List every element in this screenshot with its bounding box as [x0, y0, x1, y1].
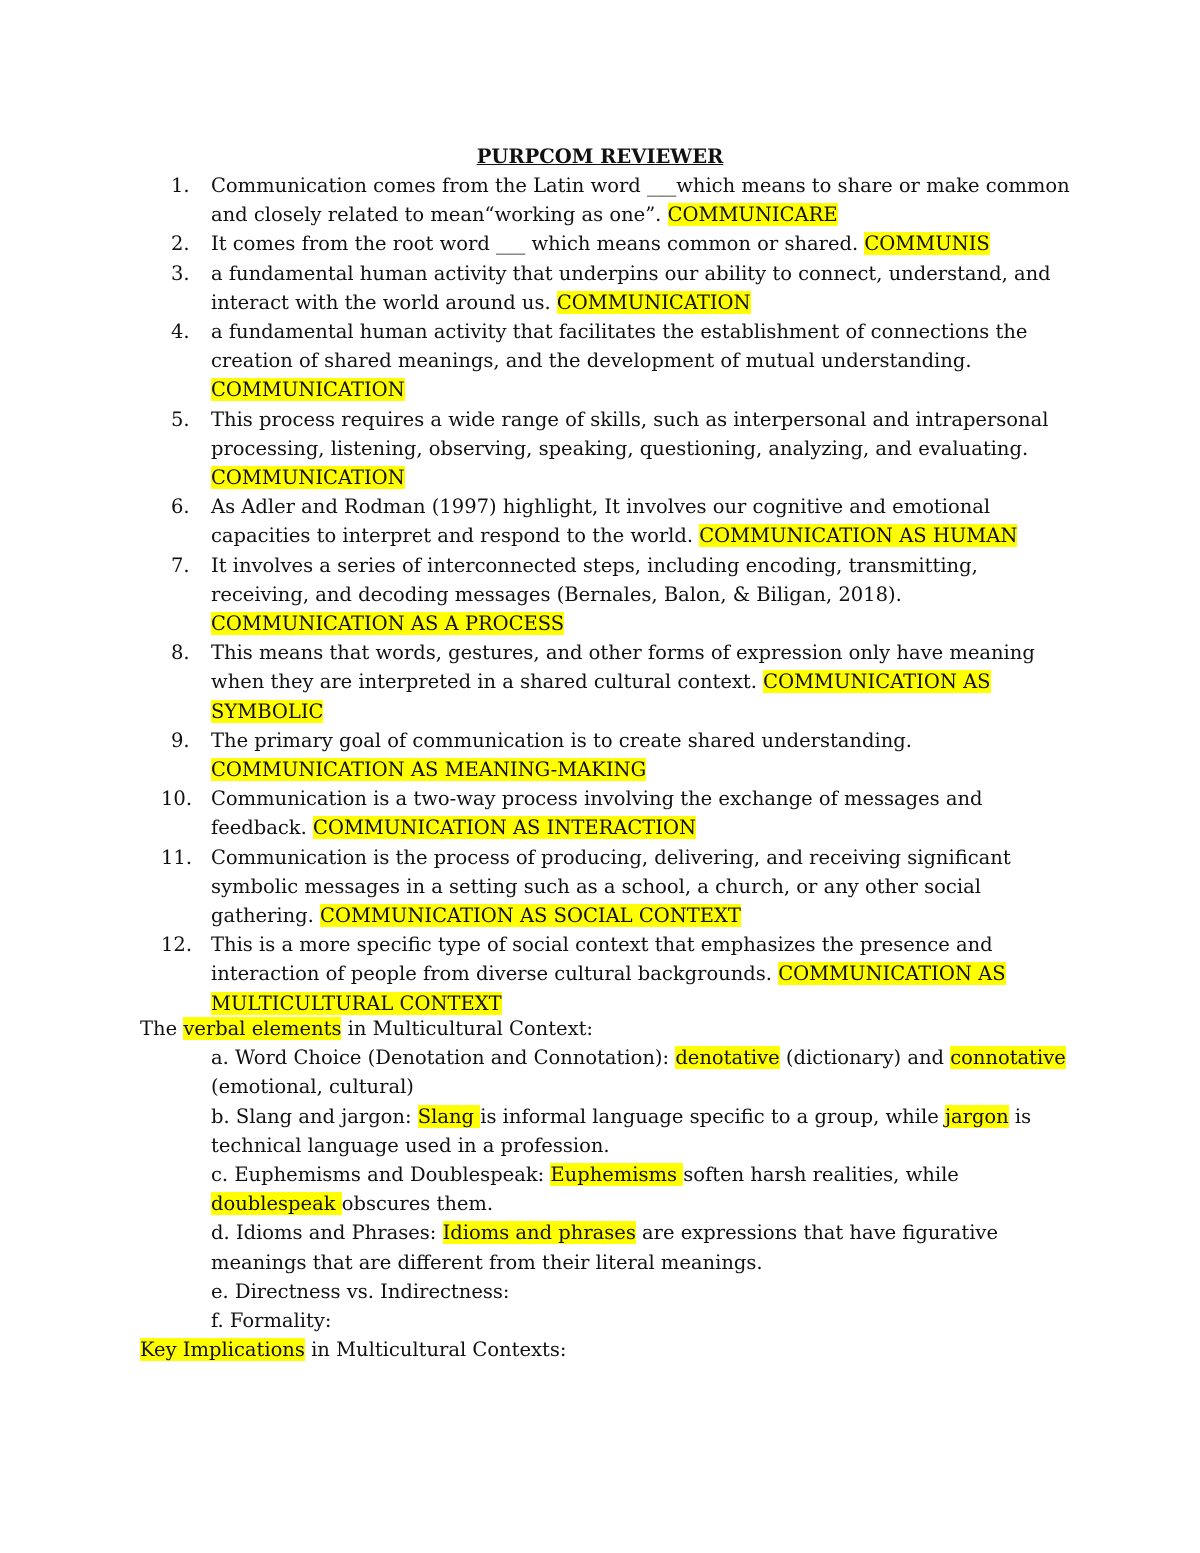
heading-text: in Multicultural Contexts:: [304, 1338, 567, 1362]
item-text: [211, 171, 1071, 229]
item-number: 5.: [171, 407, 190, 431]
question-text: Communication comes from the Latin word ___which means to share or make common and closely related to mean“working as one”.: [211, 174, 1070, 227]
list-item: [0, 726, 1200, 784]
item-text: [211, 551, 1071, 639]
item-text: [211, 259, 1071, 317]
question-text: This means that words, gestures, and other forms of expression only have meaning when they are interpreted in a shared cultural context.: [211, 641, 1035, 694]
item-number: 8.: [171, 641, 190, 665]
verbal-elements-heading: [140, 1014, 1200, 1043]
subitem-text: is technical language used in a profession.: [211, 1104, 1032, 1157]
item-text: [211, 492, 1071, 550]
answer-highlight: COMMUNICATION AS MULTICULTURAL CONTEXT: [211, 962, 1006, 1015]
answer-highlight: COMMUNICATION AS MEANING-MAKING: [211, 758, 647, 782]
item-number: 3.: [171, 261, 190, 285]
term-highlight: Euphemisms: [550, 1163, 684, 1187]
item-text: [211, 930, 1071, 1018]
subitem-text: are expressions that have figurative meanings that are different from their literal meanings.: [211, 1221, 998, 1274]
item-number: 1.: [171, 174, 190, 197]
subitem-text: (dictionary) and: [779, 1046, 951, 1070]
list-item: [0, 638, 1200, 726]
question-text: The primary goal of communication is to create shared understanding.: [211, 728, 912, 752]
term-highlight: connotative: [950, 1046, 1066, 1070]
subitem-formality: f. Formality:: [211, 1309, 332, 1333]
item-text: [211, 784, 1071, 842]
subitem-idioms: [211, 1218, 1071, 1276]
list-item: [0, 259, 1200, 317]
answer-highlight: COMMUNICATION AS INTERACTION: [313, 816, 697, 840]
subitem-text: (emotional, cultural): [211, 1075, 414, 1099]
item-number: 11.: [161, 845, 193, 869]
list-item: [0, 551, 1200, 639]
question-text: This is a more specific type of social context that emphasizes the presence and interaction of people from diverse cultural backgrounds.: [211, 933, 993, 986]
list-item: [0, 405, 1200, 493]
question-text: It comes from the root word ___ which means common or shared.: [211, 232, 865, 256]
question-list: [0, 171, 1200, 1018]
item-number: 12.: [161, 933, 193, 957]
question-text: This process requires a wide range of skills, such as interpersonal and intrapersonal processing, listening, observing, speaking, questioning, analyzing, and evaluating.: [211, 407, 1049, 460]
subitem-text: a. Word Choice (Denotation and Connotation):: [211, 1046, 676, 1070]
subitem-euphemisms: [211, 1160, 1071, 1218]
subitem-text: soften harsh realities, while: [683, 1163, 959, 1187]
answer-highlight: COMMUNICATION AS SOCIAL CONTEXT: [320, 904, 741, 928]
key-implications-heading: [140, 1335, 1200, 1364]
question-text: Communication is the process of producing, delivering, and receiving significant symbolic messages in a setting such as a school, a church, or any other social gathering.: [211, 845, 1011, 928]
term-highlight: denotative: [675, 1046, 780, 1070]
subitem-text: is informal language specific to a group, while: [480, 1104, 945, 1128]
item-text: [211, 317, 1071, 405]
list-item: [0, 784, 1200, 842]
term-highlight: Idioms and phrases: [442, 1221, 636, 1245]
subitem-word-choice: [211, 1043, 1071, 1101]
question-text: Communication is a two-way process involving the exchange of messages and feedback.: [211, 787, 983, 840]
term-highlight: doublespeak: [211, 1192, 342, 1216]
item-text: [211, 405, 1071, 493]
list-item: [0, 171, 1200, 229]
answer-highlight: COMMUNIS: [864, 232, 990, 256]
item-number: 9.: [171, 728, 190, 752]
question-text: a fundamental human activity that facilitates the establishment of connections the creation of shared meanings, and the development of mutual understanding.: [211, 320, 1028, 373]
subitem-slang-jargon: [211, 1102, 1071, 1160]
answer-highlight: COMMUNICATION AS A PROCESS: [211, 612, 565, 636]
term-highlight: Slang: [417, 1104, 481, 1128]
subitem-text: b. Slang and jargon:: [211, 1104, 418, 1128]
item-text: [211, 638, 1071, 726]
item-number: 6.: [171, 495, 190, 519]
list-item: [0, 843, 1200, 931]
answer-highlight: COMMUNICATION: [556, 290, 751, 314]
subitem-text: d. Idioms and Phrases:: [211, 1221, 443, 1245]
multicultural-section: [0, 1014, 1200, 1364]
item-number: 10.: [161, 787, 193, 811]
item-number: 2.: [171, 232, 190, 256]
item-number: 7.: [171, 553, 190, 577]
question-text: a fundamental human activity that underpins our ability to connect, understand, and interact with the world around us.: [211, 261, 1051, 314]
page-title: PURPCOM REVIEWER: [476, 145, 724, 168]
list-item: [0, 492, 1200, 550]
item-text: [211, 726, 1071, 784]
heading-highlight: Key Implications: [140, 1338, 305, 1362]
item-number: 4.: [171, 320, 190, 344]
list-item: [0, 229, 1200, 258]
question-text: It involves a series of interconnected steps, including encoding, transmitting, receiving, and decoding messages (Bernales, Balon, & Biligan, 2018).: [211, 553, 978, 606]
item-text: [211, 843, 1071, 931]
item-text: [211, 229, 1071, 258]
answer-highlight: COMMUNICATION: [211, 466, 405, 490]
answer-highlight: COMMUNICATION AS SYMBOLIC: [211, 670, 991, 723]
heading-text: The: [140, 1017, 184, 1040]
question-text: As Adler and Rodman (1997) highlight, It involves our cognitive and emotional capacities to interpret and respond to the world.: [211, 495, 991, 548]
answer-highlight: COMMUNICATION AS HUMAN: [699, 524, 1018, 548]
heading-text: in Multicultural Context:: [341, 1017, 594, 1040]
list-item: [0, 930, 1200, 1018]
answer-highlight: COMMUNICARE: [667, 203, 838, 227]
answer-highlight: COMMUNICATION: [211, 378, 405, 402]
subitem-text: obscures them.: [341, 1192, 494, 1216]
term-highlight: jargon: [944, 1104, 1009, 1128]
heading-highlight: verbal elements: [183, 1017, 342, 1040]
subitem-directness: e. Directness vs. Indirectness:: [211, 1279, 510, 1303]
list-item: [0, 317, 1200, 405]
subitem-text: c. Euphemisms and Doublespeak:: [211, 1163, 551, 1187]
